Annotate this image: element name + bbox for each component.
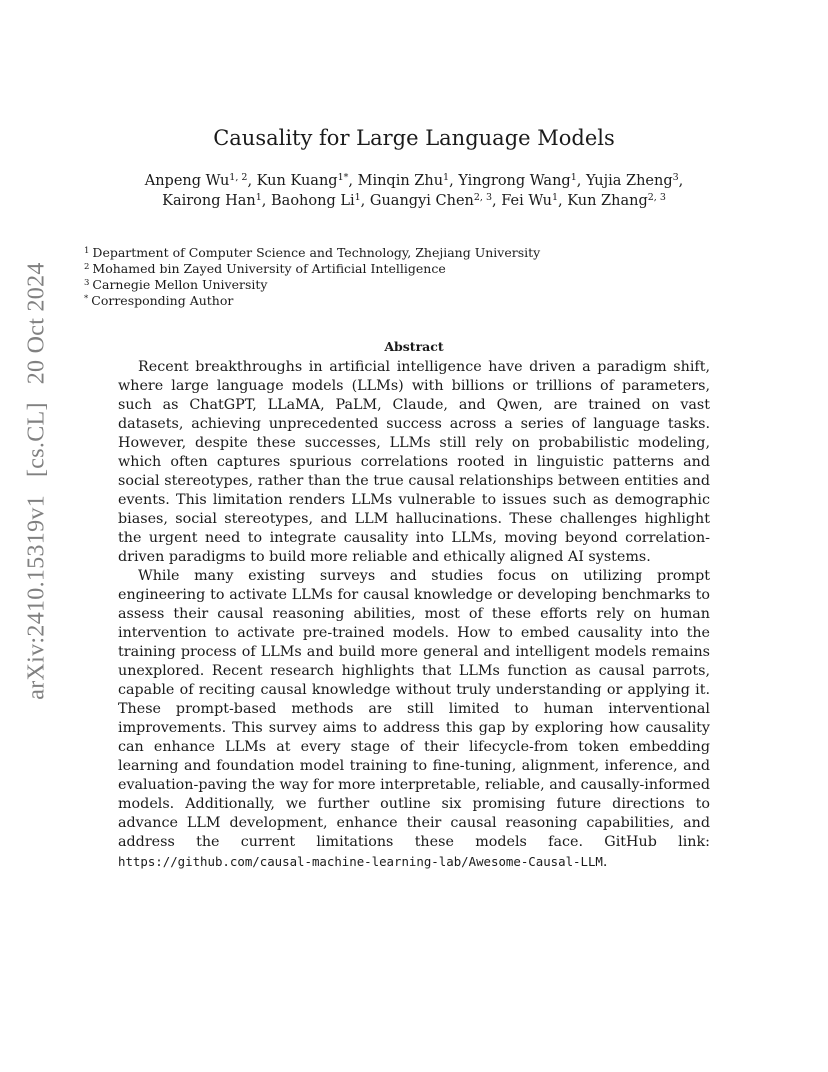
github-link[interactable]: https://github.com/causal-machine-learning-lab/Awesome-Causal-LLM [118,854,603,869]
arxiv-id: arXiv:2410.15319v1 [23,494,50,700]
affiliation: $^2$ Mohamed bin Zayed University of Artificial Intelligence [84,261,446,276]
author: Minqin Zhu$^1$, [357,172,459,189]
arxiv-date: 20 Oct 2024 [23,262,50,385]
author: Guangyi Chen$^{2, 3}$, [369,192,502,209]
author: Kun Zhang$^{2, 3}$ [567,192,666,209]
affiliation: $^3$ Carnegie Mellon University [84,277,268,292]
author: Baohong Li$^1$, [271,192,370,209]
author-line-1 [0,171,828,191]
abstract-body [118,358,710,872]
affiliation: $^1$ Department of Computer Science and Technology, Zhejiang University [84,245,541,260]
affiliation-list [84,245,540,309]
author: Anpeng Wu$^{1, 2}$, [144,172,257,189]
paper-title: Causality for Large Language Models [213,126,615,150]
abstract-paragraph-1: Recent breakthroughs in artificial intelligence have driven a paradigm shift, where large language models (LLMs) with billions or trillions of parameters, such as ChatGPT, LLaMA, PaLM, Claude, and Qwen, are trained on vast datasets, achieving unprecedented success across a series of language tasks. However, despite these successes, LLMs still rely on probabilistic modeling, which often captures spurious correlations rooted in linguistic patterns and social stereotypes, rather than the true causal relationships between entities and events. This limitation renders LLMs vulnerable to issues such as demographic biases, social stereotypes, and LLM hallucinations. These challenges highlight the urgent need to integrate causality into LLMs, moving beyond correlation-driven paradigms to build more reliable and ethically aligned AI systems. [118,359,710,565]
author: Kairong Han$^1$, [162,192,272,209]
author-list [0,171,828,211]
author: Kun Kuang$^{1*}$, [256,172,358,189]
arxiv-identifier-stamp [24,262,51,699]
author: Fei Wu$^1$, [501,192,568,209]
affiliation: * Corresponding Author [84,293,234,308]
author: Yujia Zheng$^3$, [585,172,684,189]
author-line-2 [0,191,828,211]
abstract-paragraph-2: While many existing surveys and studies focus on utilizing prompt engineering to activate LLMs for causal knowledge or developing benchmarks to assess their causal reasoning abilities, most of these efforts rely on human intervention to activate pre-trained models. How to embed causality into the training process of LLMs and build more general and intelligent models remains unexplored. Recent research highlights that LLMs function as causal parrots, capable of reciting causal knowledge without truly understanding or applying it. These prompt-based methods are still limited to human interventional improvements. This survey aims to address this gap by exploring how causality can enhance LLMs at every stage of their lifecycle-from token embedding learning and foundation model training to fine-tuning, alignment, inference, and evaluation-paving the way for more interpretable, reliable, and causally-informed models. Additionally, we further outline six promising future directions to advance LLM development, enhance their causal reasoning capabilities, and address the current limitations these models face. GitHub link: https://github.com/causal-machine-learning-lab/Awesome-Causal-LLM. [118,568,710,870]
arxiv-category: [cs.CL] [23,402,50,477]
abstract-heading: Abstract [384,339,444,354]
author: Yingrong Wang$^1$, [458,172,586,189]
